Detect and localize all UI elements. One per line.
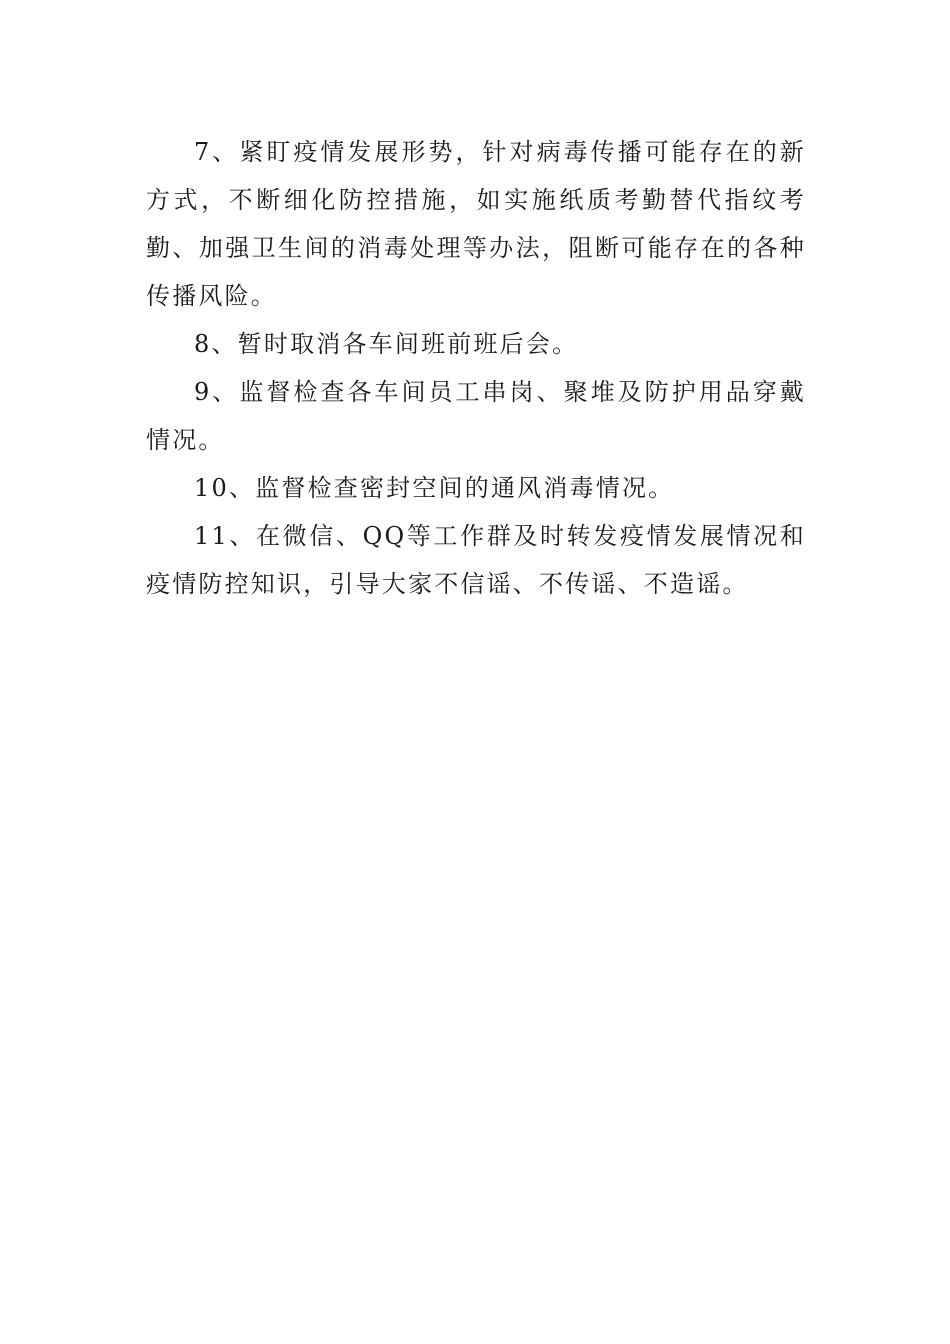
paragraph-item-11: 11、在微信、QQ等工作群及时转发疫情发展情况和疫情防控知识，引导大家不信谣、不传谣、不造谣。 [146,522,806,598]
paragraph-item-8: 8、暂时取消各车间班前班后会。 [194,330,579,358]
paragraph-item-10: 10、监督检查密封空间的通风消毒情况。 [194,474,675,502]
paragraph-item-9: 9、监督检查各车间员工串岗、聚堆及防护用品穿戴情况。 [146,378,806,454]
document-body [146,128,806,608]
paragraph-item-7: 7、紧盯疫情发展形势，针对病毒传播可能存在的新方式，不断细化防控措施，如实施纸质考勤替代指纹考勤、加强卫生间的消毒处理等办法，阻断可能存在的各种传播风险。 [146,138,806,310]
